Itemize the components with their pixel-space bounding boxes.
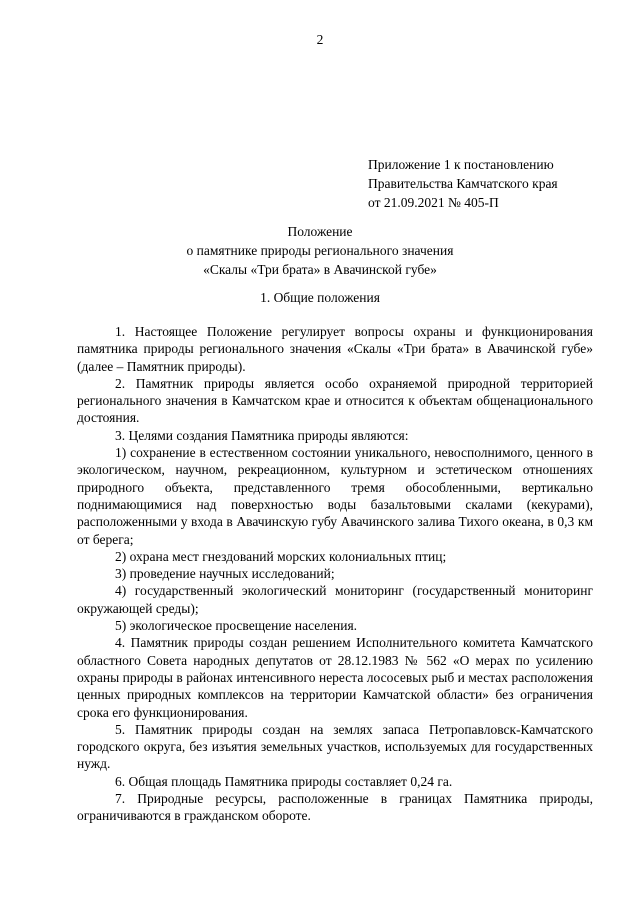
title-line-2: о памятнике природы регионального значения [186, 243, 454, 258]
document-title [0, 222, 640, 279]
paragraph-7: 7. Природные ресурсы, расположенные в границах Памятника природы, ограничиваются в гражданском обороте. [77, 791, 593, 824]
section-heading: 1. Общие положения [260, 290, 380, 305]
document-body [77, 323, 593, 825]
list-item-1: 1) сохранение в естественном состоянии уникального, невосполнимого, ценного в экологическом, научном, рекреационном, культурном и эстетическом отношениях природного объекта, представленного тремя обособленными, вертикально поднимающимися над поверхностью воды базальтовыми скалами (кекурами), расположенными у входа в Авачинскую губу Авачинского залива Тихого океана, в 0,3 км от берега; [77, 445, 593, 547]
paragraph-3: 3. Целями создания Памятника природы являются: [115, 427, 409, 443]
appendix-line-3: от 21.09.2021 № 405-П [368, 195, 499, 210]
paragraph-2: 2. Памятник природы является особо охраняемой природной территорией регионального значения в Камчатском крае и относится к объектам общенационального достояния. [77, 375, 593, 426]
paragraph-4: 4. Памятник природы создан решением Исполнительного комитета Камчатского областного Совета народных депутатов от 28.12.1983 № 562 «О мерах по усилению охраны природы в районах интенсивного нереста лососевых рыб и местах расположения ценных природных комплексов на территории Камчатской области» без ограничения срока его функционирования. [77, 635, 593, 720]
list-item-2: 2) охрана мест гнездований морских колониальных птиц; [115, 548, 447, 564]
appendix-line-1: Приложение 1 к постановлению [368, 157, 554, 172]
list-item-3: 3) проведение научных исследований; [115, 566, 335, 582]
appendix-reference [368, 155, 558, 212]
appendix-line-2: Правительства Камчатского края [368, 176, 558, 191]
paragraph-1: 1. Настоящее Положение регулирует вопросы охраны и функционирования памятника природы регионального значения «Скалы «Три брата» в Авачинской губе» (далее – Памятник природы). [77, 324, 593, 374]
title-line-3: «Скалы «Три брата» в Авачинской губе» [203, 262, 437, 277]
page-number: 2 [316, 32, 324, 47]
paragraph-5: 5. Памятник природы создан на землях запаса Петропавловск-Камчатского городского округа, без изъятия земельных участков, используемых для государственных нужд. [77, 721, 593, 772]
title-line-1: Положение [287, 224, 353, 239]
paragraph-6: 6. Общая площадь Памятника природы составляет 0,24 га. [115, 773, 453, 789]
list-item-5: 5) экологическое просвещение населения. [115, 618, 358, 634]
list-item-4: 4) государственный экологический мониторинг (государственный мониторинг окружающей среды); [77, 583, 593, 616]
